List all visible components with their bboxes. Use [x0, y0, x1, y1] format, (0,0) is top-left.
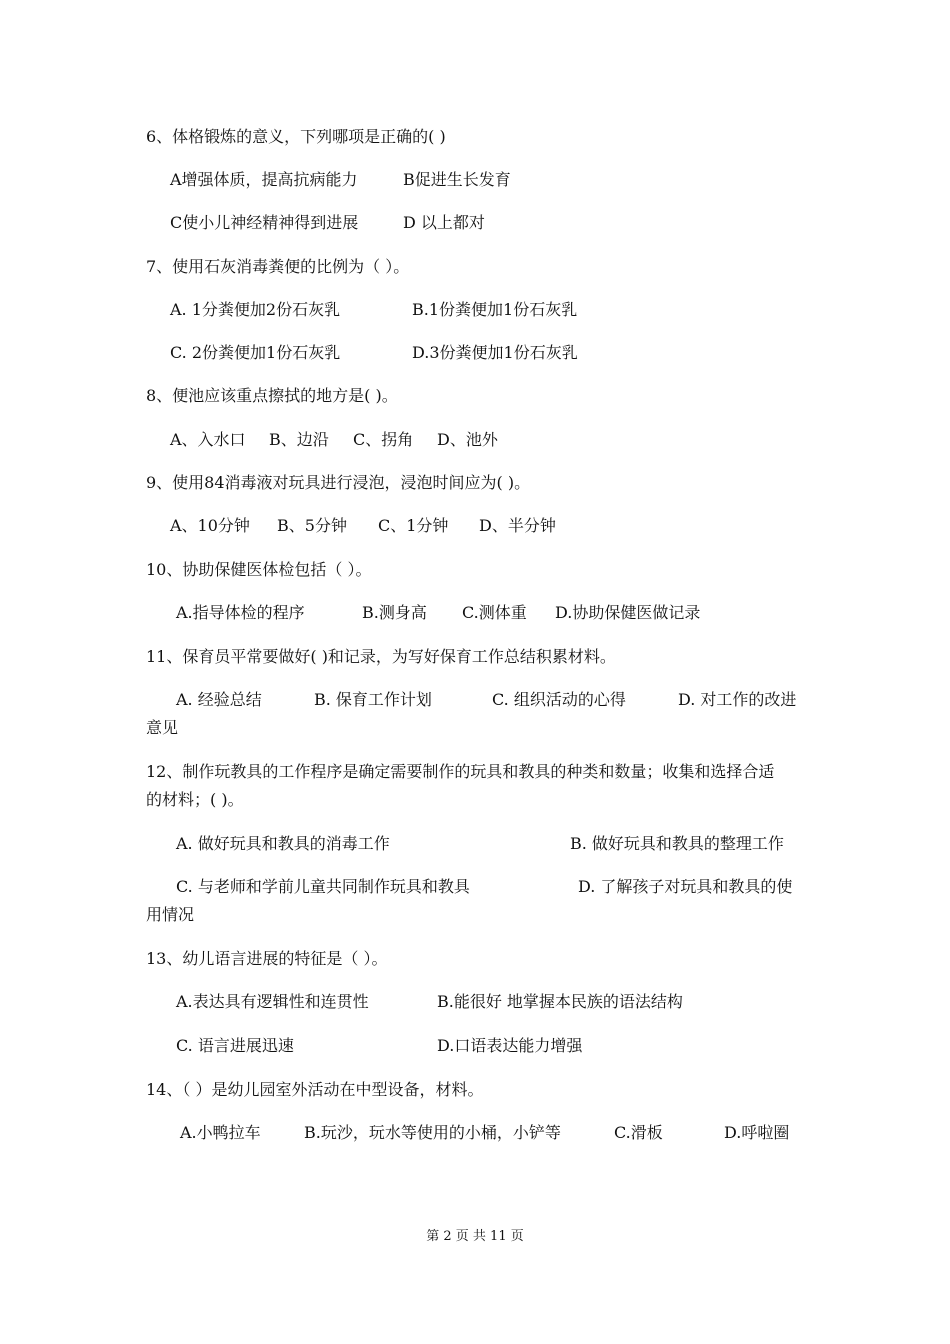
question-8-option-b: B、边沿: [269, 430, 329, 449]
question-14-option-a: A.小鸭拉车: [180, 1123, 261, 1142]
question-10-option-c: C.测体重: [462, 603, 527, 622]
question-10-option-a: A.指导体检的程序: [176, 603, 305, 622]
question-6-option-d: D 以上都对: [403, 213, 485, 232]
question-10-option-b: B.测身高: [362, 603, 427, 622]
question-13-option-b: B.能很好 地掌握本民族的语法结构: [437, 992, 683, 1011]
question-12-option-d: D. 了解孩子对玩具和教具的使: [578, 877, 793, 896]
question-9-option-d: D、半分钟: [479, 516, 556, 535]
question-6-option-a: A增强体质，提高抗病能力: [170, 170, 358, 189]
question-12-option-a: A. 做好玩具和教具的消毒工作: [176, 834, 390, 853]
question-9-stem: 9、使用84消毒液对玩具进行浸泡，浸泡时间应为( )。: [146, 473, 531, 492]
question-12-stem-line-1: 12、制作玩教具的工作程序是确定需要制作的玩具和教具的种类和数量；收集和选择合适: [146, 762, 775, 781]
question-11-option-d-continuation: 意见: [146, 718, 179, 737]
question-11-stem: 11、保育员平常要做好( )和记录，为写好保育工作总结积累材料。: [146, 647, 616, 666]
question-10-option-d: D.协助保健医做记录: [555, 603, 701, 622]
page-number-footer: 第 2 页 共 11 页: [426, 1229, 524, 1244]
question-6-option-b: B促进生长发育: [403, 170, 511, 189]
question-7-option-d: D.3份粪便加1份石灰乳: [412, 343, 578, 362]
question-14-option-d: D.呼啦圈: [724, 1123, 790, 1142]
question-8-option-c: C、拐角: [353, 430, 414, 449]
question-12-option-c: C. 与老师和学前儿童共同制作玩具和教具: [176, 877, 470, 896]
question-14-option-b: B.玩沙，玩水等使用的小桶，小铲等: [304, 1123, 561, 1142]
question-9-option-c: C、1分钟: [378, 516, 449, 535]
question-11-option-c: C. 组织活动的心得: [492, 690, 626, 709]
question-6-stem: 6、体格锻炼的意义，下列哪项是正确的( ): [146, 127, 446, 146]
question-14-option-c: C.滑板: [614, 1123, 663, 1142]
question-12-stem-line-2: 的材料；( )。: [146, 790, 244, 809]
question-9-option-b: B、5分钟: [277, 516, 347, 535]
question-11-option-a: A. 经验总结: [176, 690, 262, 709]
question-13-option-c: C. 语言进展迅速: [176, 1036, 294, 1055]
question-7-option-a: A. 1分粪便加2份石灰乳: [170, 300, 341, 319]
question-13-option-a: A.表达具有逻辑性和连贯性: [176, 992, 369, 1011]
question-10-stem: 10、协助保健医体检包括（ ）。: [146, 560, 372, 579]
question-11-option-d: D. 对工作的改进: [678, 690, 797, 709]
question-8-option-d: D、池外: [437, 430, 498, 449]
question-12-option-d-continuation: 用情况: [146, 905, 195, 924]
question-11-option-b: B. 保育工作计划: [314, 690, 432, 709]
question-14-stem: 14、（ ）是幼儿园室外活动在中型设备，材料。: [146, 1080, 484, 1099]
question-7-option-c: C. 2份粪便加1份石灰乳: [170, 343, 341, 362]
question-12-option-b: B. 做好玩具和教具的整理工作: [570, 834, 784, 853]
question-8-option-a: A、入水口: [170, 430, 246, 449]
question-13-stem: 13、幼儿语言进展的特征是（ ）。: [146, 949, 388, 968]
question-9-option-a: A、10分钟: [170, 516, 250, 535]
question-6-option-c: C使小儿神经精神得到进展: [170, 213, 359, 232]
question-7-stem: 7、使用石灰消毒粪便的比例为（ ）。: [146, 257, 410, 276]
question-7-option-b: B.1份粪便加1份石灰乳: [412, 300, 578, 319]
question-13-option-d: D.口语表达能力增强: [437, 1036, 583, 1055]
question-8-stem: 8、便池应该重点擦拭的地方是( )。: [146, 386, 398, 405]
